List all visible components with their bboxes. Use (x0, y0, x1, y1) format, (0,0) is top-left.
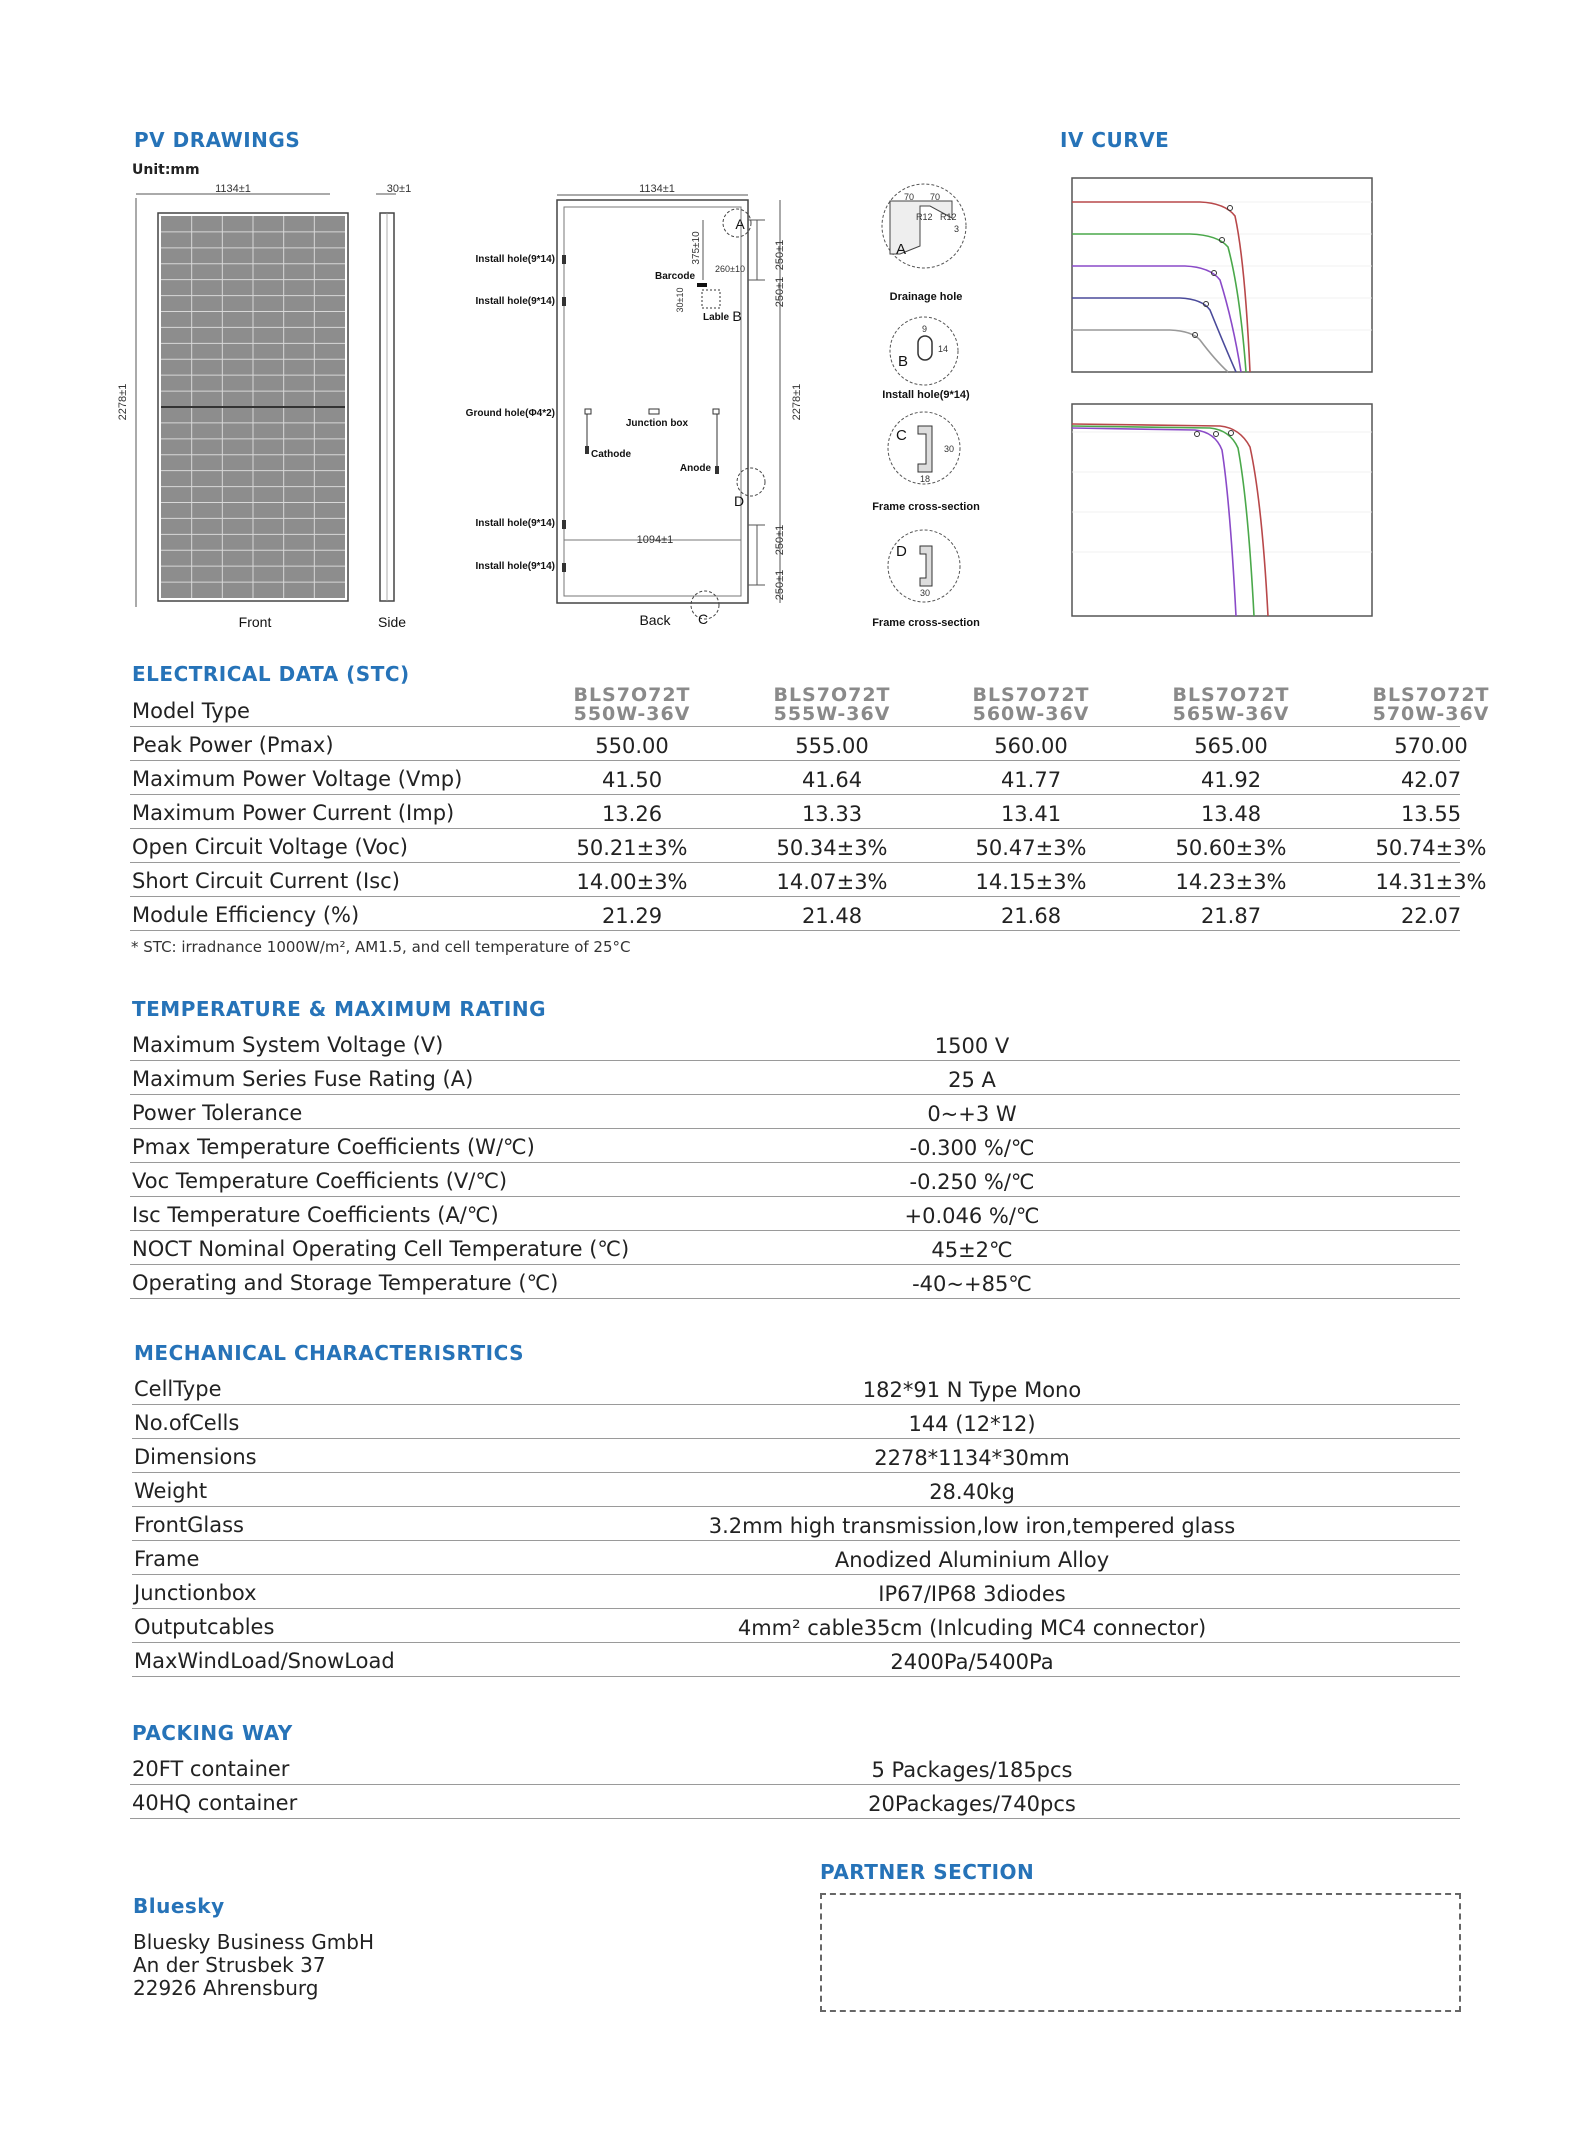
electrical-row-label: Maximum Power Current (Imp) (132, 801, 455, 825)
electrical-row-value: 42.07 (1400, 768, 1462, 792)
electrical-row-value: 14.31±3% (1375, 870, 1487, 894)
model-variant: 570W-36V (1372, 703, 1490, 725)
mechanical-row-value: 28.40kg (929, 1480, 1015, 1504)
temperature-row-label: Maximum System Voltage (V) (132, 1033, 444, 1057)
electrical-row-value: 13.33 (801, 802, 863, 826)
mechanical-row-value: Anodized Aluminium Alloy (834, 1548, 1110, 1572)
stc-note: * STC: irradnance 1000W/m², AM1.5, and cell temperature of 25°C (131, 938, 631, 956)
address-line-3: 22926 Ahrensburg (133, 1976, 319, 2000)
detail-a-dim5: 3 (954, 224, 960, 234)
address-line-1: Bluesky Business GmbH (133, 1930, 375, 1954)
partner-box (820, 1893, 1461, 2012)
electrical-title: ELECTRICAL DATA (STC) (132, 662, 410, 686)
back-inner-dim: 1094±1 (636, 534, 674, 546)
mechanical-row-label: MaxWindLoad/SnowLoad (134, 1649, 395, 1673)
dim-250d: 250±1 (774, 569, 786, 601)
detail-a-dim4: R12 (940, 212, 957, 222)
model-name: BLS7O72T (972, 684, 1090, 706)
model-name: BLS7O72T (1172, 684, 1290, 706)
electrical-row-value: 21.29 (601, 904, 663, 928)
mechanical-row (132, 1642, 1460, 1677)
mechanical-row (132, 1574, 1460, 1609)
temperature-title: TEMPERATURE & MAXIMUM RATING (132, 997, 546, 1021)
mechanical-row-value: IP67/IP68 3diodes (878, 1582, 1066, 1606)
electrical-row-value: 21.87 (1200, 904, 1262, 928)
detail-drawings (860, 176, 1000, 636)
temperature-row-value: 25 A (948, 1068, 996, 1092)
callout-d: D (733, 493, 745, 509)
electrical-row (130, 896, 1460, 931)
detail-a-dim1: 70 (904, 192, 915, 202)
temperature-row-label: Voc Temperature Coefficients (V/℃) (132, 1169, 508, 1193)
model-name: BLS7O72T (773, 684, 891, 706)
electrical-row-value: 41.92 (1200, 768, 1262, 792)
electrical-row (130, 726, 1468, 761)
mechanical-row-label: Junctionbox (134, 1581, 257, 1605)
packing-row (130, 1750, 1460, 1785)
mechanical-row-value: 2278*1134*30mm (874, 1446, 1070, 1470)
address-line-2: An der Strusbek 37 (133, 1953, 326, 1977)
mechanical-row (132, 1370, 1460, 1405)
temperature-row-value: -0.250 %/℃ (909, 1170, 1035, 1194)
temperature-row-label: Pmax Temperature Coefficients (W/℃) (132, 1135, 535, 1159)
install-hole-top1: Install hole(9*14) (475, 254, 555, 265)
temperature-row-value: +0.046 %/℃ (904, 1204, 1040, 1228)
electrical-row-value: 21.68 (1000, 904, 1062, 928)
model-variant: 565W-36V (1172, 703, 1290, 725)
electrical-row-label: Open Circuit Voltage (Voc) (132, 835, 408, 859)
temperature-row (130, 1162, 1460, 1197)
electrical-row-value: 555.00 (795, 734, 869, 758)
callout-a: A (735, 216, 745, 232)
side-label: Side (378, 614, 407, 630)
temperature-row-label: Power Tolerance (132, 1101, 303, 1125)
dim-250b: 250±1 (774, 276, 786, 308)
temperature-row-label: Isc Temperature Coefficients (A/℃) (132, 1203, 499, 1227)
detail-b-dim2: 14 (938, 344, 949, 354)
temperature-row (130, 1128, 1460, 1163)
mechanical-row-label: Outputcables (134, 1615, 275, 1639)
model-header-cell (552, 686, 712, 724)
install-hole-bot1: Install hole(9*14) (475, 518, 555, 529)
model-name: BLS7O72T (573, 684, 691, 706)
back-width-dim: 1134±1 (639, 183, 675, 195)
temperature-row-value: -40~+85℃ (912, 1272, 1032, 1296)
front-width-dim: 1134±1 (215, 183, 251, 195)
temperature-row-value: -0.300 %/℃ (909, 1136, 1035, 1160)
model-name: BLS7O72T (1372, 684, 1490, 706)
back-label: Back (639, 612, 671, 628)
front-label: Front (238, 614, 272, 630)
electrical-row-value: 41.50 (601, 768, 663, 792)
mechanical-row (132, 1438, 1460, 1473)
temperature-row-label: Maximum Series Fuse Rating (A) (132, 1067, 474, 1091)
electrical-row-value: 550.00 (595, 734, 669, 758)
cathode-label: Cathode (591, 449, 631, 460)
temperature-row (130, 1264, 1460, 1299)
detail-a-dim2: 70 (930, 192, 941, 202)
electrical-row-value: 13.26 (601, 802, 663, 826)
mechanical-row-label: CellType (134, 1377, 222, 1401)
electrical-row-value: 14.15±3% (975, 870, 1087, 894)
anode-label: Anode (679, 463, 711, 474)
partner-title: PARTNER SECTION (820, 1860, 1035, 1884)
packing-title: PACKING WAY (132, 1721, 293, 1745)
detail-a-letter: A (896, 241, 907, 258)
detail-c-dim1: 30 (944, 444, 955, 454)
electrical-row (130, 794, 1460, 829)
electrical-row-value: 50.34±3% (776, 836, 888, 860)
electrical-row-label: Module Efficiency (%) (132, 903, 360, 927)
model-label: Model Type (132, 699, 250, 723)
electrical-row-value: 14.07±3% (776, 870, 888, 894)
mechanical-row (132, 1540, 1460, 1575)
dim-250c: 250±1 (774, 524, 786, 556)
detail-b-letter: B (898, 353, 909, 370)
install-hole-bot2: Install hole(9*14) (475, 561, 555, 572)
mechanical-row-label: FrontGlass (134, 1513, 244, 1537)
electrical-row-value: 41.77 (1000, 768, 1062, 792)
dim-375: 375±10 (691, 231, 702, 265)
dim-30: 30±10 (675, 287, 685, 313)
unit-label: Unit:mm (132, 162, 200, 178)
front-drawing (117, 180, 420, 635)
temperature-row (130, 1196, 1460, 1231)
model-variant: 555W-36V (773, 703, 891, 725)
electrical-row-value: 13.55 (1400, 802, 1462, 826)
temperature-row-value: 0~+3 W (927, 1102, 1017, 1126)
detail-c-letter: C (896, 427, 907, 444)
detail-d-label: Frame cross-section (872, 617, 980, 629)
electrical-row-value: 570.00 (1394, 734, 1468, 758)
mechanical-row-value: 182*91 N Type Mono (862, 1378, 1082, 1402)
electrical-row-value: 21.48 (801, 904, 863, 928)
mechanical-row-label: Dimensions (134, 1445, 257, 1469)
mechanical-row (132, 1404, 1460, 1439)
temperature-row-label: Operating and Storage Temperature (℃) (132, 1271, 559, 1295)
detail-c-dim2: 18 (920, 474, 931, 484)
electrical-row-value: 50.74±3% (1375, 836, 1487, 860)
electrical-row-value: 13.48 (1200, 802, 1262, 826)
barcode-label: Barcode (654, 271, 696, 282)
dim-250a: 250±1 (774, 239, 786, 271)
lable-label: Lable (703, 312, 730, 323)
detail-b-dim1: 9 (922, 324, 928, 334)
electrical-row-value: 14.00±3% (576, 870, 688, 894)
mechanical-row (132, 1506, 1460, 1541)
back-drawing (465, 180, 825, 635)
install-hole-top2: Install hole(9*14) (475, 296, 555, 307)
model-header-cell (951, 686, 1111, 724)
mechanical-row-value: 2400Pa/5400Pa (890, 1650, 1054, 1674)
mechanical-title: MECHANICAL CHARACTERISRTICS (134, 1341, 525, 1365)
electrical-row-value: 50.21±3% (576, 836, 688, 860)
electrical-row-value: 41.64 (801, 768, 863, 792)
mechanical-row-label: Weight (134, 1479, 208, 1503)
packing-row-value: 20Packages/740pcs (868, 1792, 1076, 1816)
iv-curve-title: IV CURVE (1060, 128, 1170, 152)
electrical-row-value: 560.00 (994, 734, 1068, 758)
electrical-row (130, 828, 1487, 863)
detail-c-label: Frame cross-section (872, 501, 980, 513)
electrical-row-value: 50.47±3% (975, 836, 1087, 860)
back-height-dim: 2278±1 (791, 383, 803, 421)
electrical-row-value: 565.00 (1194, 734, 1268, 758)
packing-row (130, 1784, 1460, 1819)
detail-d-dim1: 30 (920, 588, 931, 598)
mechanical-row-value: 3.2mm high transmission,low iron,tempered glass (708, 1514, 1236, 1538)
ground-hole: Ground hole(Φ4*2) (465, 408, 555, 419)
temperature-row (130, 1060, 1460, 1095)
packing-row-value: 5 Packages/185pcs (871, 1758, 1073, 1782)
electrical-row-value: 13.41 (1000, 802, 1062, 826)
electrical-row-label: Short Circuit Current (Isc) (132, 869, 400, 893)
electrical-row-value: 14.23±3% (1175, 870, 1287, 894)
model-variant: 560W-36V (972, 703, 1090, 725)
electrical-row-value: 50.60±3% (1175, 836, 1287, 860)
junction-box-label: Junction box (625, 418, 689, 429)
front-height-dim: 2278±1 (117, 383, 129, 421)
model-variant: 550W-36V (573, 703, 691, 725)
detail-d-letter: D (896, 543, 907, 560)
packing-row-label: 40HQ container (132, 1791, 298, 1815)
electrical-row-label: Maximum Power Voltage (Vmp) (132, 767, 463, 791)
temperature-row-value: 1500 V (934, 1034, 1010, 1058)
temperature-row (130, 1026, 1460, 1061)
detail-a-label: Drainage hole (889, 291, 963, 303)
mechanical-row-value: 144 (12*12) (908, 1412, 1036, 1436)
company-heading: Bluesky (133, 1894, 225, 1918)
temperature-row (130, 1230, 1460, 1265)
packing-row-label: 20FT container (132, 1757, 290, 1781)
electrical-row (130, 760, 1460, 795)
mechanical-row-label: Frame (134, 1547, 200, 1571)
callout-b: B (732, 308, 742, 324)
detail-a-dim3: R12 (916, 212, 933, 222)
pv-drawings-title: PV DRAWINGS (134, 128, 301, 152)
temperature-row-label: NOCT Nominal Operating Cell Temperature (℃) (132, 1237, 630, 1261)
side-width-dim: 30±1 (386, 183, 412, 195)
electrical-row (130, 862, 1487, 897)
electrical-row-value: 22.07 (1400, 904, 1462, 928)
mechanical-row-label: No.ofCells (134, 1411, 240, 1435)
electrical-row-label: Peak Power (Pmax) (132, 733, 334, 757)
mechanical-row (132, 1608, 1460, 1643)
callout-c: C (697, 611, 709, 627)
mechanical-row (132, 1472, 1460, 1507)
model-header-cell (1151, 686, 1311, 724)
temperature-row (130, 1094, 1460, 1129)
model-header-cell (752, 686, 912, 724)
mechanical-row-value: 4mm² cable35cm (Inlcuding MC4 connector) (737, 1616, 1207, 1640)
model-header-cell (1351, 686, 1511, 724)
iv-curve-chart (1050, 172, 1380, 632)
detail-b-label: Install hole(9*14) (882, 389, 970, 401)
temperature-row-value: 45±2℃ (931, 1238, 1013, 1262)
dim-260: 260±10 (715, 264, 745, 274)
